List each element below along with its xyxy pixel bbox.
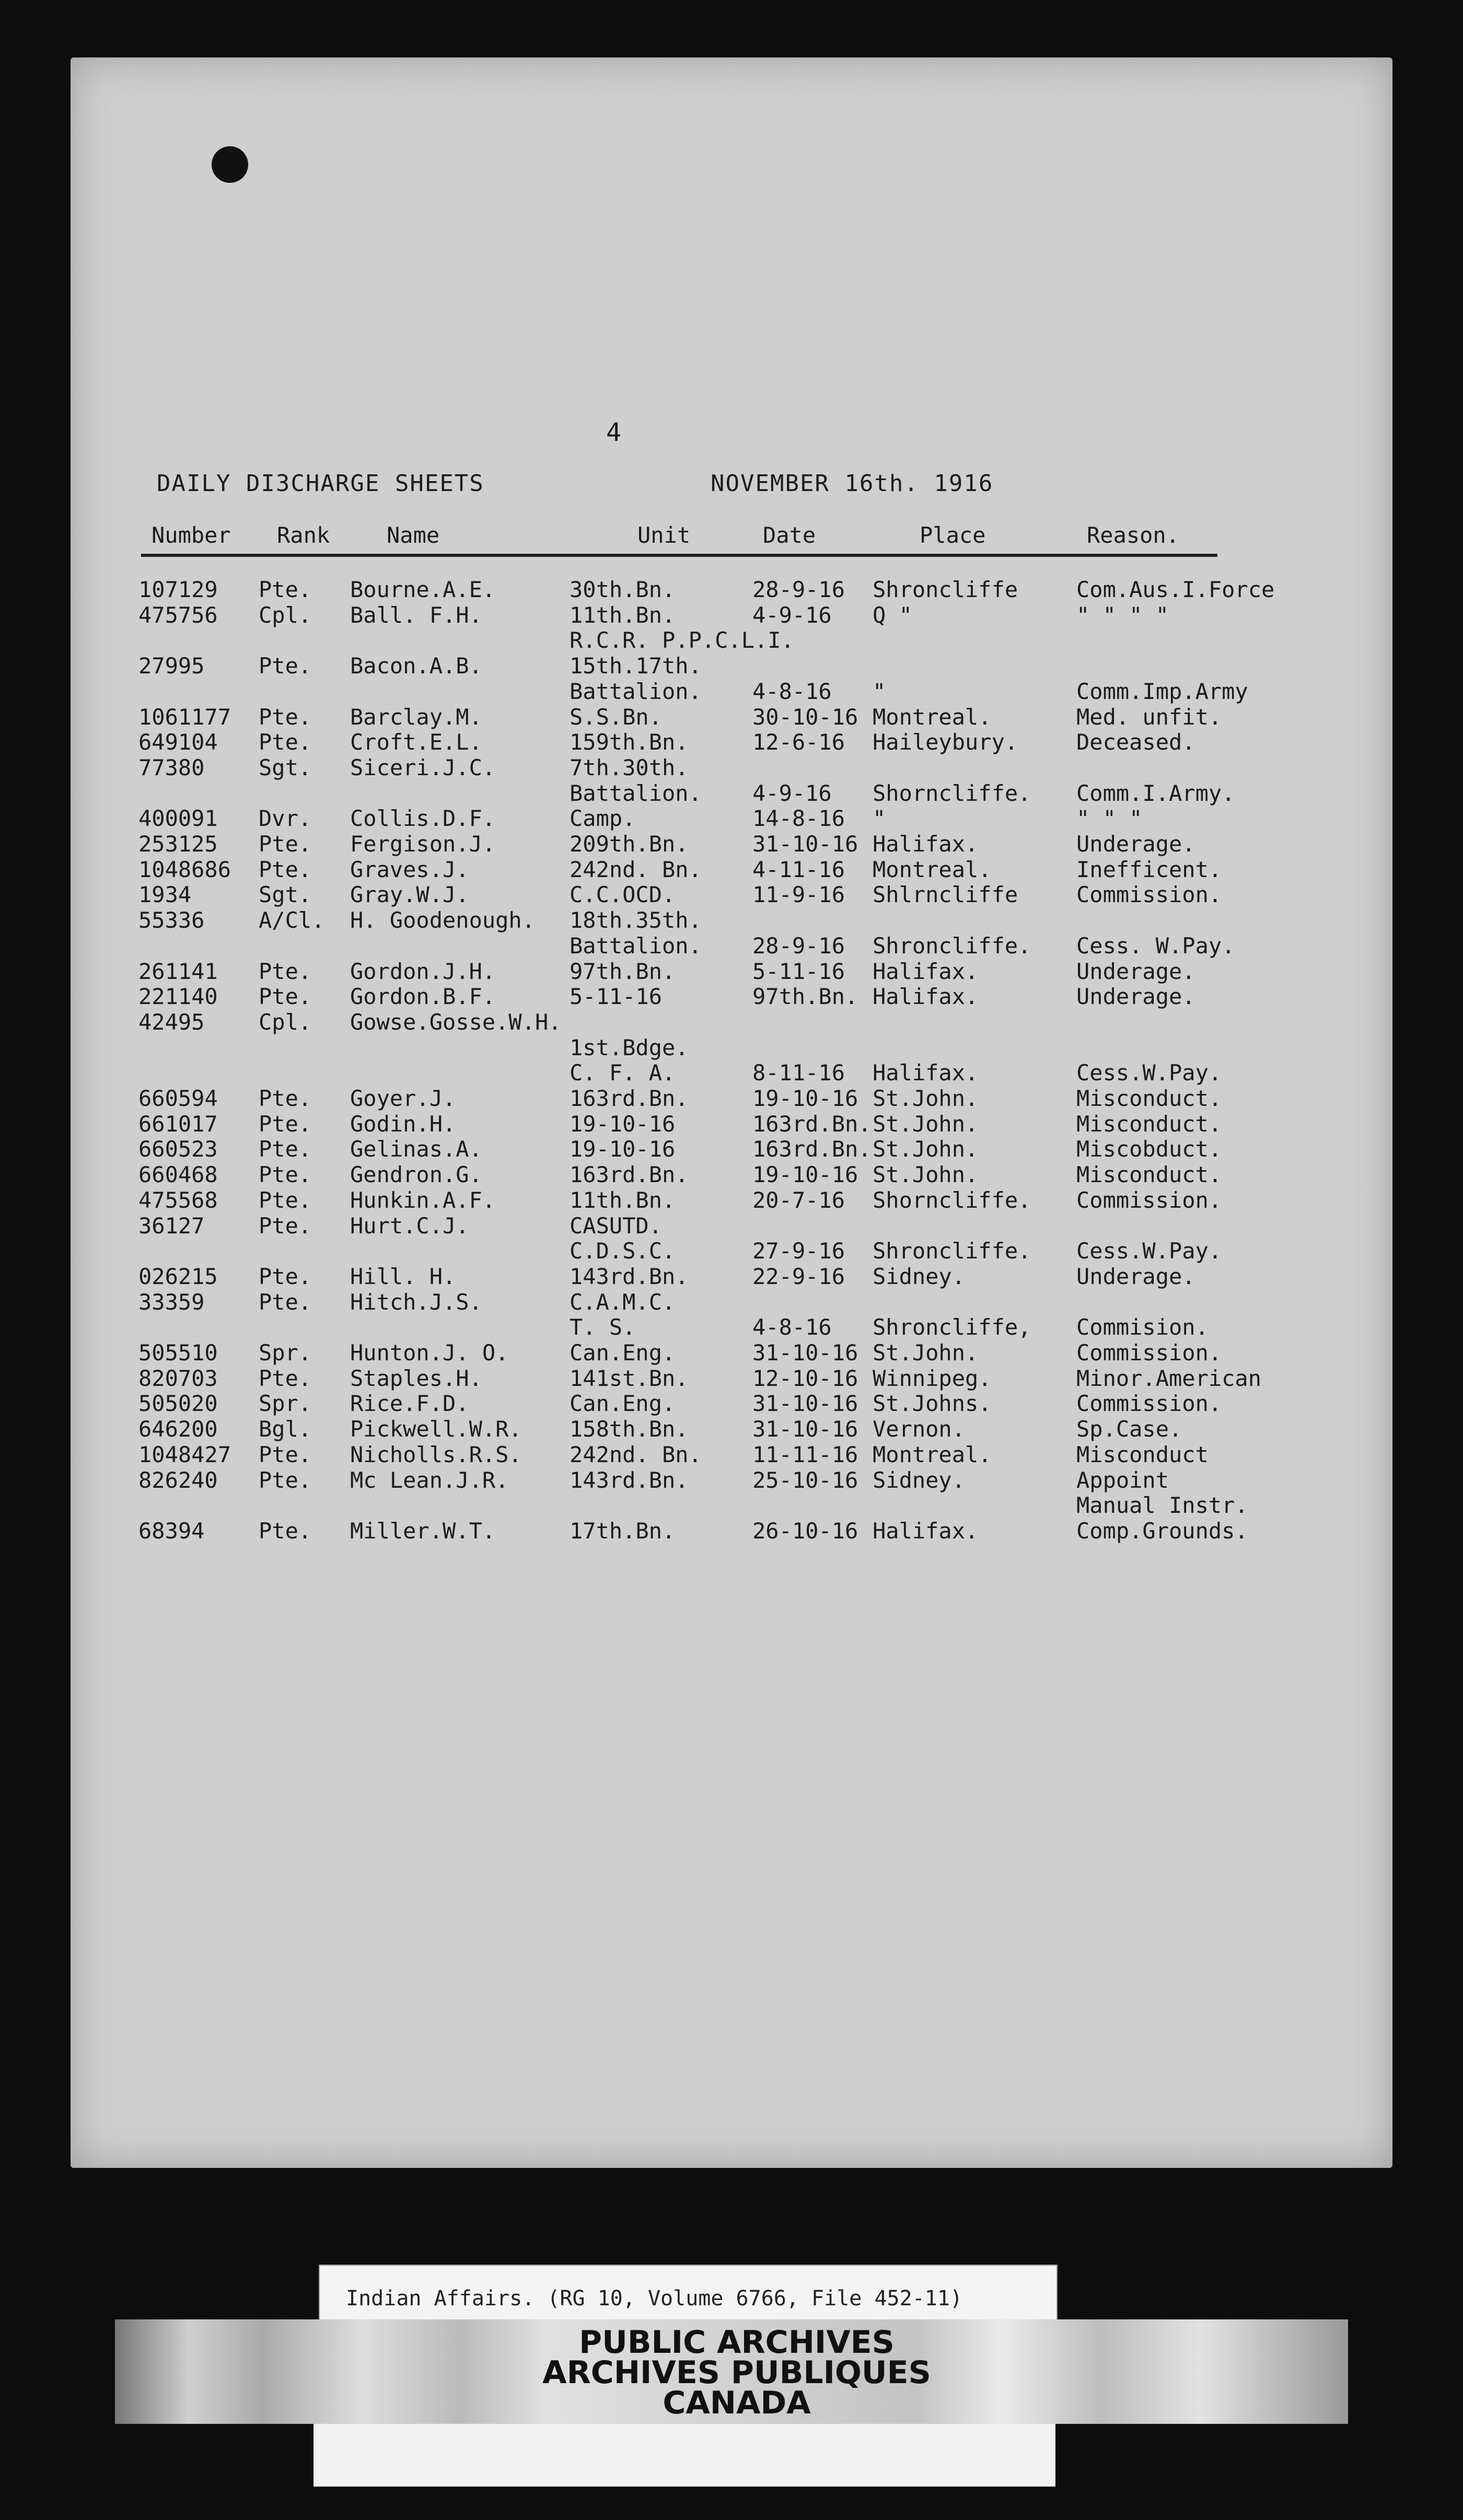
cell-place: Montreal. [873,1441,992,1467]
cell-name: Gray.W.J. [350,882,469,908]
cell-name: Mc Lean.J.R. [350,1467,509,1493]
cell-name: Fergison.J. [350,831,496,857]
cell-rank: Dvr. [259,806,312,832]
document-date: NOVEMBER 16th. 1916 [711,470,994,497]
cell-name: Hunkin.A.F. [350,1187,496,1213]
cell-unit: 7th.30th. [570,754,689,780]
cell-date: 4-11-16 [752,856,845,882]
header-date: Date [763,522,816,548]
cell-rank: Pte. [259,1467,312,1493]
cell-name: Gowse.Gosse.W.H. [350,1009,562,1035]
cell-reason: " " " " [1076,602,1169,628]
cell-reason: Misconduct. [1076,1086,1222,1111]
cell-unit: Can.Eng. [570,1391,676,1417]
cell-unit: Battalion. [570,932,702,959]
cell-unit: 1st.Bdge. [570,1034,689,1060]
cell-rank: Pte. [259,1365,312,1391]
cell-name: Pickwell.W.R. [350,1416,522,1442]
cell-number: 660523 [138,1136,218,1162]
header-place: Place [920,522,986,548]
cell-rank: Pte. [259,1518,312,1544]
cell-rank: Pte. [259,704,312,730]
cell-date: 19-10-16 [752,1086,858,1111]
cell-rank: Bgl. [259,1416,312,1442]
cell-number: 1048686 [138,856,231,882]
cell-reason: Commision. [1076,1314,1209,1340]
cell-reason: Misconduct [1076,1441,1209,1467]
cell-reason: Misconduct. [1076,1162,1222,1188]
cell-date: 163rd.Bn. [752,1111,872,1137]
cell-unit: 159th.Bn. [570,729,689,755]
cell-unit: 18th.35th. [570,907,702,934]
cell-date: 19-10-16 [752,1162,858,1188]
cell-name: Bacon.A.B. [350,653,482,679]
cell-date: 31-10-16 [752,1391,858,1417]
cell-unit: 19-10-16 [570,1111,676,1137]
cell-date: 4-9-16 [752,780,832,806]
cell-unit: 97th.Bn. [570,958,676,984]
cell-place: " [873,678,886,704]
cell-rank: Pte. [259,984,312,1010]
cell-rank: Pte. [259,1263,312,1289]
cell-number: 660468 [138,1162,218,1188]
cell-unit: Camp. [570,806,636,832]
cell-name: Barclay.M. [350,704,482,730]
cell-name: Graves.J. [350,856,469,882]
cell-rank: Cpl. [259,602,312,628]
cell-number: 660594 [138,1086,218,1111]
cell-place: St.John. [873,1340,979,1366]
cell-unit: S.S.Bn. [570,704,663,730]
cell-date: 14-8-16 [752,806,845,832]
cell-reason: Deceased. [1076,729,1195,755]
cell-date: 27-9-16 [752,1238,845,1264]
cell-unit: Can.Eng. [570,1340,676,1366]
cell-number: 36127 [138,1212,205,1239]
cell-unit: 11th.Bn. [570,1187,676,1213]
cell-number: 107129 [138,577,218,602]
cell-name: Gordon.J.H. [350,958,496,984]
cell-name: Hitch.J.S. [350,1289,482,1315]
cell-rank: Cpl. [259,1009,312,1035]
cell-rank: Pte. [259,856,312,882]
cell-date: 11-11-16 [752,1441,858,1467]
cell-date: 26-10-16 [752,1518,858,1544]
cell-reason: Minor.American [1076,1365,1262,1391]
cell-reason: Underage. [1076,958,1195,984]
cell-place: Halifax. [873,831,979,857]
cell-place: Shorncliffe. [873,780,1031,806]
header-unit: Unit [637,522,691,548]
cell-unit: 11th.Bn. [570,602,676,628]
cell-place: St.John. [873,1162,979,1188]
cell-place: Haileybury. [873,729,1018,755]
cell-unit: 209th.Bn. [570,831,689,857]
cell-reason: Manual Instr. [1076,1492,1248,1519]
cell-number: 33359 [138,1289,205,1315]
cell-rank: Sgt. [259,754,312,780]
cell-name: Staples.H. [350,1365,482,1391]
cell-place: St.John. [873,1136,979,1162]
cell-unit: C. F. A. [570,1060,676,1086]
cell-place: Shlrncliffe [873,882,1018,908]
cell-reason: Inefficent. [1076,856,1222,882]
cell-name: Godin.H. [350,1111,456,1137]
cell-name: Hill. H. [350,1263,456,1289]
cell-unit: 143rd.Bn. [570,1467,689,1493]
cell-rank: Pte. [259,653,312,679]
cell-rank: Pte. [259,1111,312,1137]
cell-reason: Appoint [1076,1467,1169,1493]
cell-number: 1934 [138,882,192,908]
cell-number: 505020 [138,1391,218,1417]
cell-reason: Cess.W.Pay. [1076,1060,1222,1086]
cell-reason: Misconduct. [1076,1111,1222,1137]
cell-date: 97th.Bn. [752,984,858,1010]
cell-date: 22-9-16 [752,1263,845,1289]
cell-place: St.John. [873,1111,979,1137]
cell-rank: Pte. [259,1136,312,1162]
cell-unit: C.A.M.C. [570,1289,676,1315]
cell-name: Hunton.J. O. [350,1340,509,1366]
cell-unit: 30th.Bn. [570,577,676,602]
cell-name: Gelinas.A. [350,1136,482,1162]
cell-name: Bourne.A.E. [350,577,496,602]
cell-reason: Commission. [1076,882,1222,908]
cell-unit: 15th.17th. [570,653,702,679]
cell-date: 31-10-16 [752,1340,858,1366]
cell-number: 400091 [138,806,218,832]
cell-place: Halifax. [873,984,979,1010]
cell-number: 475756 [138,602,218,628]
stamp-line: ARCHIVES PUBLIQUES [542,2354,931,2391]
cell-rank: Sgt. [259,882,312,908]
cell-name: Hurt.C.J. [350,1212,469,1239]
cell-number: 646200 [138,1416,218,1442]
cell-place: Shroncliffe. [873,932,1031,959]
cell-date: 31-10-16 [752,831,858,857]
cell-date: 30-10-16 [752,704,858,730]
archive-stamp [418,2324,1055,2421]
cell-number: 42495 [138,1009,205,1035]
cell-name: Miller.W.T. [350,1518,496,1544]
cell-place: Shroncliffe [873,577,1018,602]
cell-rank: Pte. [259,577,312,602]
cell-reason: Miscobduct. [1076,1136,1222,1162]
cell-name: Croft.E.L. [350,729,482,755]
cell-reason: Comp.Grounds. [1076,1518,1248,1544]
cell-number: 77380 [138,754,205,780]
cell-reason: Commission. [1076,1391,1222,1417]
cell-date: 28-9-16 [752,577,845,602]
cell-number: 649104 [138,729,218,755]
cell-place: Shroncliffe. [873,1238,1031,1264]
cell-reason: Cess. W.Pay. [1076,932,1235,959]
cell-unit: CASUTD. [570,1212,663,1239]
cell-place: Shroncliffe, [873,1314,1031,1340]
cell-name: Siceri.J.C. [350,754,496,780]
cell-rank: Pte. [259,1162,312,1188]
cell-name: Gendron.G. [350,1162,482,1188]
cell-number: 55336 [138,907,205,934]
punch-hole [212,146,248,183]
cell-place: Montreal. [873,704,992,730]
cell-number: 1048427 [138,1441,231,1467]
cell-unit: 141st.Bn. [570,1365,689,1391]
cell-number: 661017 [138,1111,218,1137]
cell-reason: Cess.W.Pay. [1076,1238,1222,1264]
cell-name: Nicholls.R.S. [350,1441,522,1467]
cell-rank: Pte. [259,1212,312,1239]
cell-date: 12-6-16 [752,729,845,755]
cell-number: 221140 [138,984,218,1010]
cell-place: Shorncliffe. [873,1187,1031,1213]
header-name: Name [387,522,440,548]
archive-label-lower [314,2424,1055,2487]
cell-unit: 163rd.Bn. [570,1086,689,1111]
cell-place: St.John. [873,1086,979,1111]
cell-reason: Comm.I.Army. [1076,780,1235,806]
cell-number: 820703 [138,1365,218,1391]
cell-reason: Commission. [1076,1340,1222,1366]
cell-reason: Underage. [1076,1263,1195,1289]
cell-name: Collis.D.F. [350,806,496,832]
stamp-line: CANADA [663,2385,811,2421]
cell-place: Vernon. [873,1416,966,1442]
cell-place: Sidney. [873,1467,966,1493]
header-rank: Rank [277,522,330,548]
cell-place: Halifax. [873,1518,979,1544]
cell-date: 4-8-16 [752,678,832,704]
cell-rank: Pte. [259,831,312,857]
cell-date: 12-10-16 [752,1365,858,1391]
cell-rank: Pte. [259,1441,312,1467]
cell-number: 026215 [138,1263,218,1289]
cell-number: 27995 [138,653,205,679]
cell-unit: 242nd. Bn. [570,856,702,882]
header-number: Number [152,522,231,548]
cell-date: 4-9-16 [752,602,832,628]
archive-label-text: Indian Affairs. (RG 10, Volume 6766, File 452-11) [346,2286,963,2311]
cell-place: Sidney. [873,1263,966,1289]
cell-date: 163rd.Bn. [752,1136,872,1162]
cell-rank: Pte. [259,729,312,755]
cell-number: 68394 [138,1518,205,1544]
cell-place: Halifax. [873,958,979,984]
cell-unit: 158th.Bn. [570,1416,689,1442]
cell-date: 11-9-16 [752,882,845,908]
cell-date: 20-7-16 [752,1187,845,1213]
cell-place: Q " [873,602,912,628]
cell-reason: Commission. [1076,1187,1222,1213]
cell-name: H. Goodenough. [350,907,536,934]
cell-rank: A/Cl. [259,907,325,934]
cell-rank: Pte. [259,1187,312,1213]
cell-date: 25-10-16 [752,1467,858,1493]
cell-place: Winnipeg. [873,1365,992,1391]
cell-rank: Spr. [259,1391,312,1417]
cell-place: Halifax. [873,1060,979,1086]
cell-reason: Comm.Imp.Army [1076,678,1248,704]
cell-unit: 163rd.Bn. [570,1162,689,1188]
cell-number: 505510 [138,1340,218,1366]
cell-date: 28-9-16 [752,932,845,959]
cell-unit: 143rd.Bn. [570,1263,689,1289]
cell-unit: Battalion. [570,678,702,704]
cell-name: Ball. F.H. [350,602,482,628]
cell-unit: Battalion. [570,780,702,806]
cell-reason: Sp.Case. [1076,1416,1182,1442]
cell-date: 31-10-16 [752,1416,858,1442]
cell-name: Goyer.J. [350,1086,456,1111]
cell-reason: Underage. [1076,831,1195,857]
header-reason: Reason. [1087,522,1180,548]
cell-place: St.Johns. [873,1391,992,1417]
cell-name: Rice.F.D. [350,1391,469,1417]
cell-rank: Pte. [259,958,312,984]
cell-unit: C.C.OCD. [570,882,676,908]
header-rule [141,554,1217,557]
cell-unit: 19-10-16 [570,1136,676,1162]
cell-number: 826240 [138,1467,218,1493]
cell-unit: R.C.R. P.P.C.L.I. [570,627,794,654]
cell-reason: " " " [1076,806,1143,832]
cell-date: 4-8-16 [752,1314,832,1340]
stamp-line: PUBLIC ARCHIVES [579,2324,895,2361]
document-title: DAILY DI3CHARGE SHEETS [157,470,484,497]
cell-place: " [873,806,886,832]
cell-date: 5-11-16 [752,958,845,984]
cell-reason: Med. unfit. [1076,704,1222,730]
cell-date: 8-11-16 [752,1060,845,1086]
cell-unit: 17th.Bn. [570,1518,676,1544]
cell-number: 1061177 [138,704,231,730]
cell-place: Montreal. [873,856,992,882]
cell-unit: 242nd. Bn. [570,1441,702,1467]
cell-number: 261141 [138,958,218,984]
cell-rank: Pte. [259,1086,312,1111]
cell-name: Gordon.B.F. [350,984,496,1010]
cell-rank: Pte. [259,1289,312,1315]
cell-unit: T. S. [570,1314,636,1340]
cell-unit: C.D.S.C. [570,1238,676,1264]
cell-number: 475568 [138,1187,218,1213]
cell-number: 253125 [138,831,218,857]
cell-reason: Com.Aus.I.Force [1076,577,1275,602]
cell-unit: 5-11-16 [570,984,663,1010]
cell-reason: Underage. [1076,984,1195,1010]
cell-rank: Spr. [259,1340,312,1366]
page-number: 4 [606,418,621,447]
